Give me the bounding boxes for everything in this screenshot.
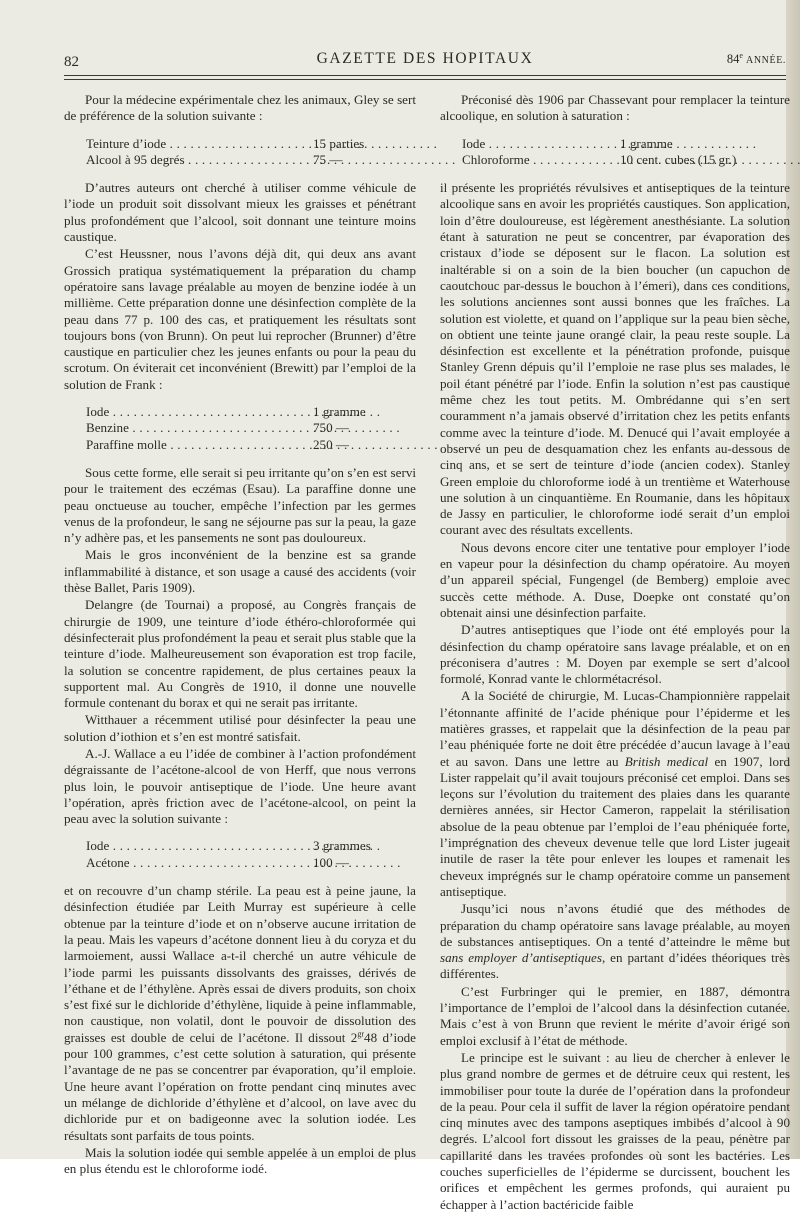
paragraph: A.-J. Wallace a eu l’idée de combiner à l’action profondément dégraissante de l’acétone-alcool de von Herff, que nous verrons plus loin, le pouvoir antiseptique de l’iode. Une heure avant l’opération, après friction avec de l’acétone-alcool, on peint la peau avec la solution suivante : [64, 745, 416, 827]
formula-table [86, 838, 416, 871]
year-label [727, 52, 786, 67]
paragraph: Nous devons encore citer une tentative pour employer l’iode en vapeur pour la désinfection du champ opératoire. Au moyen d’un appareil spécial, Fungengel (de Bemberg) emploie avec succès cette méthode. A. Duse, Doepke ont constaté qu’on obtenait ainsi une désinfection parfaite. [440, 539, 790, 620]
formula-table [86, 404, 416, 453]
year-word: ANNÉE. [746, 55, 786, 66]
formula-row: Teinture d’iode . . . 15 parties [86, 136, 416, 152]
formula-row: Acétone . . . 100 — [86, 855, 416, 871]
paragraph: D’autres auteurs ont cherché à utiliser comme véhicule de l’iode un produit soit dissolvant mieux les graisses et pénétrant plus profondément que l’alcool, soit donnant une teinture moins caustique. [64, 180, 416, 245]
header-rule-thin [64, 79, 786, 80]
page-number: 82 [64, 54, 79, 70]
formula-table [86, 136, 416, 169]
paragraph: Sous cette forme, elle serait si peu irritante qu’on s’en est servi pour le traitement des eczémas (Esau). La paraffine donne une peau onctueuse au toucher, empêche l’infection par les germes venus de la profondeur, le sang ne séjourne pas sur la peau, la gaze n’y adhère pas, et les pansements ne sont pas douloureux. [64, 464, 416, 546]
formula-row: Paraffine molle . . . 250 — [86, 437, 416, 453]
paragraph: et on recouvre d’un champ stérile. La peau est à peine jaune, la désinfection étudiée par Leith Murray est supérieure à celle obtenue par la teinture d’iode et on n’observe aucune irritation de la peau. Mais les vapeurs d’acétone donnent lieu à du coryza et du larmoiement, aussi Wallace a-t-il cherché un autre véhicule de l’iode parmi les puissants dissolvants des graisses, dérivés de l’éthane et de l’éthylène. Après essai de divers produits, son choix s’est fixé sur le dichloride d’éthylène, liquide à peine inflammable, non caustique, non volatil, dont le pouvoir de dissolution des graisses est double de celui de l’acétone. Il dissout $2^{gr}48$ d’iode pour 100 grammes, c’est cette solution à saturation, qui présente l’avantage de ne pas se concentrer par évaporation, qu’il emploie. Une heure avant l’opération on frotte pendant cinq minutes avec un mélange de dichloride d’éthylène et d’alcool, on lave avec du dichloride pur et on badigeonne avec la solution iodée. Les résultats sont parfaits de tous points. [64, 883, 416, 1143]
year-suffix: e [739, 50, 743, 60]
paragraph: Mais le gros inconvénient de la benzine est sa grande inflammabilité à distance, et son usage a causé des accidents (voir thèse Ballet, Paris 1909). [64, 547, 416, 596]
paragraph: C’est Furbringer qui le premier, en 1887, démontra l’importance de l’emploi de l’alcool dans la désinfection cutanée. Mais c’est à von Brunn que revient le mérite d’avoir érigé son emploi exclusif à l’état de méthode. [440, 983, 790, 1048]
paragraph: Jusqu’ici nous n’avons étudié que des méthodes de préparation du champ opératoire sans lavage préalable, au moyen de substances antiseptiques. On a tenté d’atteindre le même but sans employer d’antiseptiques, en partant d’idées théoriques très différentes. [440, 901, 790, 982]
paragraph: Witthauer a récemment utilisé pour désinfecter la peau une solution d’iothion et s’en est montré satisfait. [64, 712, 416, 744]
paragraph: Mais la solution iodée qui semble appelée à un emploi de plus en plus étendu est le chloroforme iodé. [64, 1144, 416, 1177]
paragraph: Préconisé dès 1906 par Chassevant pour remplacer la teinture alcoolique, en solution à saturation : [440, 92, 790, 124]
paragraph: Delangre (de Tournai) a proposé, au Congrès français de chirurgie de 1909, une teinture d’iode éthéro-chloroformée qui désinfecterait plus profondément la peau et serait plus stable que la teinture d’iode. Malheureusement son évaporation est trop facile, la solution se concentre rapidement, de plus certaines peaux la supportent mal. Au Congrès de 1910, il donne une nouvelle formule contenant du borax et qui ne serait pas irritante. [64, 597, 416, 711]
page-header [64, 50, 786, 74]
paragraph: il présente les propriétés révulsives et antiseptiques de la teinture alcoolique sans en avoir les propriétés caustiques. Son application, loin d’être douloureuse, est légèrement anesthésiante. La solution étant à saturation ne peut se concentrer, par évaporation des cristaux d’iode se déposent sur le flacon. La solution est inaltérable si on a soin de la bien boucher (un capuchon de caoutchouc par-dessus le bouchon à l’émeri), dans ces conditions, les solutions anciennes sont aussi bonnes que les fraîches. La solution est violette, et quand on l’applique sur la peau bien sèche, on obtient une teinte jaune orangé clair, la peau reste souple. La désinfection est excellente et la pénétration profonde, puisque Stanley Grenn dépuis qu’il l’emploie ne rase plus ses malades, le poil étant pénétré par l’iode. Enfin la solution n’est pas caustique même chez les tout petits. M. Ombrédanne qui s’en sert couramment n’a jamais observé d’irritation chez les petits enfants comme avec la teinture d’iode. M. Denucé qui l’avait employée a observé un peu de desquamation chez les enfants au-dessous de cinq ans, et se sert de teinture d’iode (ancien codex). Stanley Green emploie du chloroforme iodé à un trentième et Waterhouse une solution à un cinquantième. En Roumanie, dans les hôpitaux de Jassy en particulier, le chloroforme iodé serait d’un emploi courant avec des résultats excellents. [440, 180, 790, 538]
paragraph: D’autres antiseptiques que l’iode ont été employés pour la désinfection du champ opératoire sans lavage préalable, et on en préconisera d’autres : M. Doyen par exemple se sert d’alcool formolé, Konrad vante le chlormétacrésol. [440, 622, 790, 687]
formula-row: Iode . . . 3 grammes [86, 838, 416, 854]
formula-row: Alcool à 95 degrés . . . 75 — [86, 152, 416, 168]
formula-table [462, 136, 790, 169]
paragraph: Le principe est le suivant : au lieu de chercher à enlever le plus grand nombre de germes et de détruire ceux qui restent, les immobiliser pour toute la durée de l’opération dans la profondeur de la peau. Pour cela il suffit de laver la région opératoire pendant cinq minutes avec des tampons aseptiques imbibés d’alcool à 90 degrés. L’alcool fort dissout les graisses de la peau, pénètre par capillarité dans les travées profondes où sont les bactéries. Les couches superficielles de l’épiderme se durcissent, bouchent les orifices et empêchent les germes profonds, qui auraient pu échapper à l’action bactéricide faible [440, 1049, 790, 1212]
journal-title: GAZETTE DES HOPITAUX [316, 50, 534, 67]
formula-row: Chloroforme . . . 10 cent. cubes (15 gr.) [462, 152, 790, 168]
formula-row: Iode . . . 1 gramme [86, 404, 416, 420]
left-column [64, 92, 416, 1177]
paragraph: A la Société de chirurgie, M. Lucas-Championnière rappelait l’étonnante affinité de l’acide phénique pour l’épiderme et les matières grasses, et rappelait que la désinfection de la peau par l’eau phéniquée forte ne doit être précédée d’aucun lavage à l’eau et au savon. Dans une lettre au British medical en 1907, lord Lister rappelait qu’il avait toujours préconisé cet emploi. Dans ses leçons sur l’évolution du traitement des plaies dans les quarante dernières années, sir Hector Cameron, rappelait la stérilisation absolue de la peau obtenue par l’emploi de l’eau phéniquée forte, l’imprégnation des cheveux devenue telle que lord Lister jugeait inutile de raser la tête pour enlever les loupes et ramenait les cheveux imprégnés sur le champ opératoire comme un pansement antiseptique. [440, 688, 791, 899]
paragraph: Pour la médecine expérimentale chez les animaux, Gley se sert de préférence de la solution suivante : [64, 92, 416, 124]
right-column [440, 92, 790, 1213]
year-number: 84 [726, 52, 740, 66]
formula-row: Iode . . . 1 gramme [462, 136, 790, 152]
header-rule-thick [64, 75, 786, 76]
paragraph: C’est Heussner, nous l’avons déjà dit, qui deux ans avant Grossich pratiqua systématiquement la préparation du champ opératoire sans lavage préalable au moyen de benzine iodée à un millième. Cette préparation donne une désinfection complète de la peau dans 77 p. 100 des cas, et pratiquement les résultats sont toujours bons (von Brunn). On peut lui reprocher (Brunner) d’être caustique en particulier chez les jeunes enfants ou pour la peau du scrotum. On éviterait cet inconvénient (Brewitt) par l’emploi de la solution de Frank : [64, 246, 416, 392]
formula-row: Benzine . . . 750 — [86, 420, 416, 436]
